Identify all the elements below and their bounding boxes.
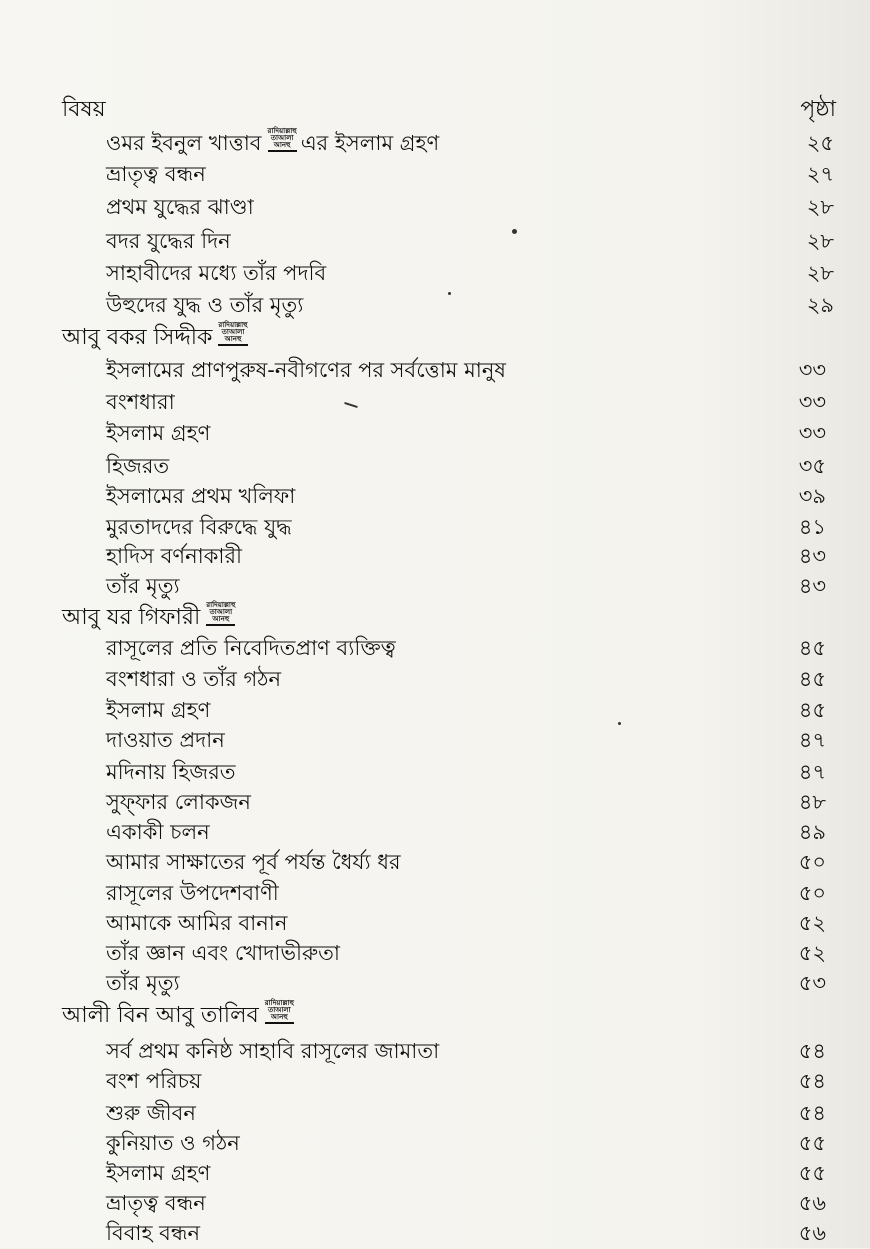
page-number: ৪৫ bbox=[798, 667, 826, 691]
honorific-calligraphy bbox=[265, 1000, 294, 1024]
toc-entry bbox=[0, 226, 870, 257]
toc-entry bbox=[0, 695, 870, 726]
entry-title: সর্ব প্রথম কনিষ্ঠ সাহাবি রাসূলের জামাতা bbox=[106, 1039, 440, 1063]
entry-title: হাদিস বর্ণনাকারী bbox=[106, 544, 243, 568]
toc-entry bbox=[0, 258, 870, 289]
page-number: ৪৭ bbox=[798, 760, 826, 784]
page-number: ২৫ bbox=[806, 131, 834, 155]
toc-entry bbox=[0, 512, 870, 543]
entry-title: একাকী চলন bbox=[106, 820, 210, 844]
title-line bbox=[62, 1000, 294, 1031]
entry-title: দাওয়াত প্রদান bbox=[106, 728, 225, 752]
entry-title: ইসলাম গ্রহণ bbox=[106, 1161, 211, 1185]
toc-entry bbox=[0, 968, 870, 999]
page-number: ৫৫ bbox=[798, 1161, 826, 1185]
toc-entry bbox=[0, 725, 870, 756]
honorific-line: রাদিয়াল্লাহু bbox=[264, 999, 294, 1007]
toc-entry bbox=[0, 451, 870, 482]
page-number: ৫৪ bbox=[798, 1069, 826, 1093]
entry-title: বদর যুদ্ধের দিন bbox=[106, 229, 231, 253]
toc-entry bbox=[0, 1218, 870, 1249]
honorific-line: আনহু bbox=[212, 615, 230, 623]
entry-title: ইসলামের প্রাণপুরুষ-নবীগণের পর সর্বত্তোম মানুষ bbox=[106, 358, 506, 382]
entry-title: মদিনায় হিজরত bbox=[106, 760, 236, 784]
paper-speck bbox=[618, 722, 621, 725]
entry-title: ইসলাম গ্রহণ bbox=[106, 698, 211, 722]
entry-title: ইসলামের প্রথম খলিফা bbox=[106, 484, 296, 508]
toc-entry bbox=[0, 571, 870, 602]
page-number: ৫৩ bbox=[798, 971, 826, 995]
toc-entry bbox=[0, 481, 870, 512]
toc-section bbox=[0, 322, 870, 353]
page-number: ৫৬ bbox=[798, 1191, 826, 1215]
toc-entry bbox=[0, 878, 870, 909]
title-line bbox=[62, 322, 248, 353]
page-number: ৪৩ bbox=[798, 544, 826, 568]
entry-title: সাহাবীদের মধ্যে তাঁর পদবি bbox=[106, 261, 327, 285]
page-number: ৪৮ bbox=[798, 790, 826, 814]
page-number: ৫০ bbox=[798, 881, 826, 905]
entry-title: বংশধারা ও তাঁর গঠন bbox=[106, 667, 282, 691]
honorific-line: রাদিয়াল্লাহু bbox=[218, 321, 248, 329]
toc-entry bbox=[0, 418, 870, 449]
page-number: ৪৭ bbox=[798, 728, 826, 752]
page-number: ৫৪ bbox=[798, 1101, 826, 1125]
entry-title: ভ্রাতৃত্ব বন্ধন bbox=[106, 162, 206, 186]
title-line bbox=[62, 602, 235, 633]
page-number: ২৮ bbox=[806, 261, 834, 285]
toc-entry bbox=[0, 1128, 870, 1159]
honorific-calligraphy bbox=[218, 322, 247, 346]
paper-speck bbox=[448, 292, 451, 295]
page-number: ৪৫ bbox=[798, 636, 826, 660]
entry-title: তাঁর জ্ঞান এবং খোদাভীরুতা bbox=[106, 941, 340, 965]
honorific-line: আনহু bbox=[224, 335, 242, 343]
toc-entry bbox=[0, 787, 870, 818]
page-number: ২৮ bbox=[806, 229, 834, 253]
honorific-calligraphy bbox=[268, 128, 297, 152]
entry-title: মুরতাদদের বিরুদ্ধে যুদ্ধ bbox=[106, 515, 292, 539]
entry-title: রাসূলের উপদেশবাণী bbox=[106, 881, 279, 905]
entry-title: তাঁর মৃত্যু bbox=[106, 971, 180, 995]
page-number: ৪৫ bbox=[798, 698, 826, 722]
paper-speck bbox=[512, 229, 517, 234]
toc-entry bbox=[0, 633, 870, 664]
honorific-line: তাআলা bbox=[209, 608, 233, 616]
entry-title: তাঁর মৃত্যু bbox=[106, 574, 180, 598]
entry-title: হিজরত bbox=[106, 454, 170, 478]
title-line bbox=[106, 128, 439, 159]
toc-entry bbox=[0, 1036, 870, 1067]
entry-title: বিবাহ বন্ধন bbox=[106, 1221, 201, 1245]
entry-title: বংশধারা bbox=[106, 390, 175, 414]
toc-entry bbox=[0, 757, 870, 788]
page-number: ৪১ bbox=[798, 515, 826, 539]
toc-entry bbox=[0, 1066, 870, 1097]
entry-title: ইসলাম গ্রহণ bbox=[106, 421, 211, 445]
toc-entry bbox=[0, 128, 870, 159]
entry-title: সুফ্ফার লোকজন bbox=[106, 790, 251, 814]
page-number: ৩৩ bbox=[798, 390, 826, 414]
page-number: ৫৪ bbox=[798, 1039, 826, 1063]
entry-title: রাসূলের প্রতি নিবেদিতপ্রাণ ব্যক্তিত্ব bbox=[106, 636, 396, 660]
toc-entry bbox=[0, 387, 870, 418]
page-heading: পৃষ্ঠা bbox=[800, 97, 836, 122]
toc-entry bbox=[0, 938, 870, 969]
honorific-line: আনহু bbox=[273, 141, 291, 149]
section-title: আলী বিন আবু তালিব bbox=[62, 1003, 259, 1028]
page-number: ৩৫ bbox=[798, 454, 826, 478]
toc-header bbox=[62, 92, 836, 122]
honorific-calligraphy bbox=[206, 602, 235, 626]
page-number: ৩৯ bbox=[798, 484, 826, 508]
toc-entry bbox=[0, 1188, 870, 1219]
toc-entry bbox=[0, 192, 870, 223]
page-number: ২৭ bbox=[806, 162, 834, 186]
toc-entry bbox=[0, 817, 870, 848]
toc-entry bbox=[0, 1098, 870, 1129]
page-number: ৪৯ bbox=[798, 820, 826, 844]
honorific-line: রাদিয়াল্লাহু bbox=[267, 127, 297, 135]
page-number: ৫০ bbox=[798, 850, 826, 874]
honorific-line: রাদিয়াল্লাহু bbox=[206, 601, 236, 609]
page-number: ৩৩ bbox=[798, 358, 826, 382]
subject-heading: বিষয় bbox=[62, 97, 106, 122]
entry-title: আমাকে আমির বানান bbox=[106, 911, 288, 935]
page-number: ৩৩ bbox=[798, 421, 826, 445]
page-number: ৫২ bbox=[798, 911, 826, 935]
entry-title-suffix: এর ইসলাম গ্রহণ bbox=[300, 131, 440, 155]
page-number: ৫৫ bbox=[798, 1131, 826, 1155]
toc-entry bbox=[0, 664, 870, 695]
entry-title: আমার সাক্ষাতের পূর্ব পর্যন্ত ধৈর্য্য ধর bbox=[106, 850, 401, 874]
entry-title: ওমর ইবনুল খাত্তাব bbox=[106, 131, 262, 155]
section-title: আবু বকর সিদ্দীক bbox=[62, 325, 213, 350]
toc-section bbox=[0, 602, 870, 633]
toc-entry bbox=[0, 908, 870, 939]
toc-entry bbox=[0, 1158, 870, 1189]
toc-entry bbox=[0, 290, 870, 321]
entry-title: ভ্রাতৃত্ব বন্ধন bbox=[106, 1191, 206, 1215]
honorific-line: আনহু bbox=[270, 1013, 288, 1021]
entry-title: বংশ পরিচয় bbox=[106, 1069, 202, 1093]
toc-entry bbox=[0, 541, 870, 572]
toc-entry bbox=[0, 159, 870, 190]
page-number: ৫৬ bbox=[798, 1221, 826, 1245]
page-number: ২৯ bbox=[806, 293, 834, 317]
page-number: ৫২ bbox=[798, 941, 826, 965]
page-number: ২৮ bbox=[806, 195, 834, 219]
section-title: আবু যর গিফারী bbox=[62, 605, 201, 630]
toc-section bbox=[0, 1000, 870, 1031]
entry-title: প্রথম যুদ্ধের ঝাণ্ডা bbox=[106, 195, 254, 219]
toc-entry bbox=[0, 355, 870, 386]
honorific-line: তাআলা bbox=[267, 1006, 291, 1014]
entry-title: কুনিয়াত ও গঠন bbox=[106, 1131, 240, 1155]
entry-title: উহুদের যুদ্ধ ও তাঁর মৃত্যু bbox=[106, 293, 304, 317]
honorific-line: তাআলা bbox=[270, 134, 294, 142]
entry-title: শুরু জীবন bbox=[106, 1101, 196, 1125]
toc-entry bbox=[0, 847, 870, 878]
page-number: ৪৩ bbox=[798, 574, 826, 598]
honorific-line: তাআলা bbox=[221, 328, 245, 336]
